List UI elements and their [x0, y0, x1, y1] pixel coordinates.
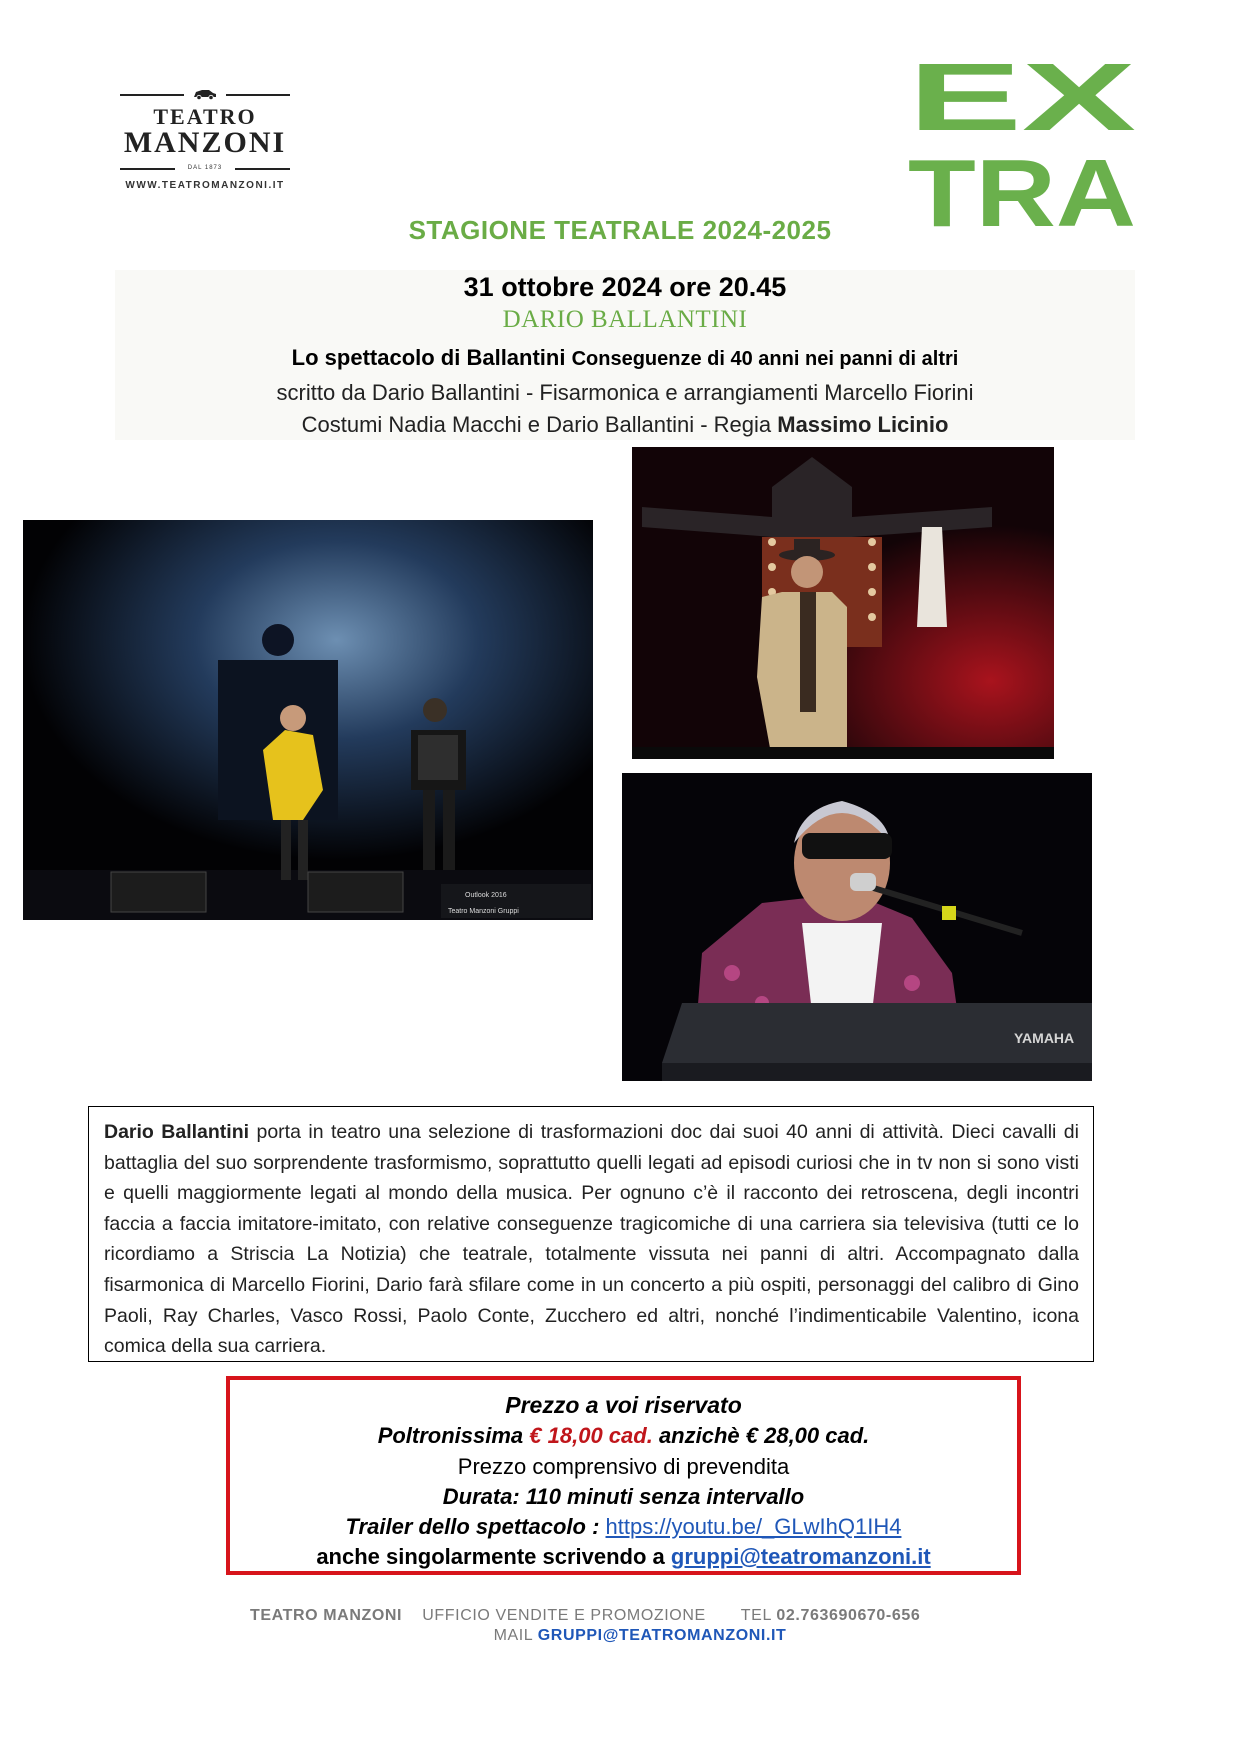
- contact-email-link[interactable]: gruppi@teatromanzoni.it: [670, 1544, 931, 1569]
- footer-tel-label: TEL: [740, 1607, 777, 1624]
- footer-line2: [250, 1627, 1030, 1645]
- pricing-includes: Prezzo comprensivo di prevendita: [457, 1454, 790, 1479]
- footer-line1: [250, 1607, 1030, 1625]
- contact-line: [230, 1544, 1017, 1570]
- logo-text-manzoni: MANZONI: [123, 126, 287, 159]
- stage-photo-performer-keyboard: [622, 773, 1092, 1081]
- event-title: Lo spettacolo di Ballantini: [291, 345, 566, 370]
- stage-photo-performer-accordion: [23, 520, 593, 920]
- vintage-car-icon: [192, 88, 218, 100]
- event-credits-line1: scritto da Dario Ballantini - Fisarmonica e arrangiamenti Marcello Fiorini: [276, 380, 974, 405]
- logo-text-founded: DAL 1873: [187, 165, 223, 171]
- event-info-box: [115, 270, 1135, 440]
- event-subtitle: Conseguenze di 40 anni nei panni di altri: [571, 348, 959, 370]
- photo-caption-app: Outlook 2016: [465, 892, 507, 899]
- extra-logo-line1: EX: [908, 52, 1136, 151]
- footer-tel[interactable]: 02.763690670-656: [776, 1607, 921, 1624]
- logo-text-teatro: TEATRO: [153, 104, 257, 129]
- reserved-price: € 18,00 cad.: [529, 1423, 653, 1448]
- season-title: STAGIONE TEATRALE 2024-2025: [408, 215, 832, 245]
- full-price: anzichè € 28,00 cad.: [652, 1423, 870, 1448]
- seat-type: Poltronissima: [377, 1423, 530, 1448]
- event-credits-line2: [115, 412, 1135, 438]
- credits-prefix: Costumi Nadia Macchi e Dario Ballantini - Regia: [301, 412, 778, 437]
- logo-rule-bottom-right: [235, 168, 290, 170]
- event-artist: DARIO BALLANTINI: [502, 306, 748, 333]
- logo-rule-left: [120, 94, 184, 96]
- show-description: [88, 1106, 1094, 1362]
- event-date: 31 ottobre 2024 ore 20.45: [463, 272, 787, 302]
- trailer-label: Trailer dello spettacolo :: [345, 1514, 606, 1539]
- contact-prefix: anche singolarmente scrivendo a: [316, 1544, 671, 1569]
- keyboard-brand-label: YAMAHA: [1014, 1030, 1075, 1046]
- description-lead: Dario Ballantini: [104, 1121, 250, 1143]
- extra-logo: [905, 52, 1140, 230]
- extra-logo-line2: TRA: [908, 140, 1136, 230]
- pricing-heading: Prezzo a voi riservato: [505, 1392, 742, 1418]
- footer-mail-label: MAIL: [493, 1627, 538, 1644]
- footer-office: UFFICIO VENDITE E PROMOZIONE: [422, 1607, 706, 1624]
- pricing-seat-line: [230, 1423, 1017, 1449]
- teatro-manzoni-logo: [120, 88, 290, 198]
- description-body: porta in teatro una selezione di trasformazioni doc dai suoi 40 anni di attività. Dieci cavalli di battaglia del suo sorprendente trasformismo, soprattutto quelli legati ad episodi curiosi che in tv non si sono visti e quelli maggiormente legati al mondo della musica. Per ognuno c’è il racconto dei retroscena, degli incontri faccia a faccia imitatore-imitato, con relative conseguenze tragicomiche di una carriera sia televisiva (tutti ce lo ricordiamo a Striscia La Notizia) che teatrale, totalmente vissuta nei panni di altri. Accompagnato dalla fisarmonica di Marcello Fiorini, Dario farà sfilare come in un concerto a più ospiti, personaggi del calibro di Gino Paoli, Ray Charles, Vasco Rossi, Paolo Conte, Zucchero ed altri, nonché l’indimenticabile Valentino, icona comica della sua carriera.: [104, 1121, 1079, 1358]
- footer-org: TEATRO MANZONI: [250, 1607, 403, 1624]
- event-director: Massimo Licinio: [777, 412, 949, 437]
- stage-photo-performer-hat: [632, 447, 1054, 759]
- photo-caption-group: Teatro Manzoni Gruppi: [448, 908, 519, 915]
- trailer-line: [230, 1514, 1017, 1540]
- logo-website[interactable]: WWW.TEATROMANZONI.IT: [125, 180, 285, 191]
- trailer-link[interactable]: https://youtu.be/_GLwIhQ1IH4: [605, 1514, 902, 1539]
- footer-mail[interactable]: GRUPPI@TEATROMANZONI.IT: [537, 1627, 787, 1644]
- show-duration: Durata: 110 minuti senza intervallo: [442, 1484, 805, 1509]
- pricing-box: [226, 1376, 1021, 1575]
- logo-rule-right: [226, 94, 290, 96]
- event-title-line: [115, 345, 1135, 371]
